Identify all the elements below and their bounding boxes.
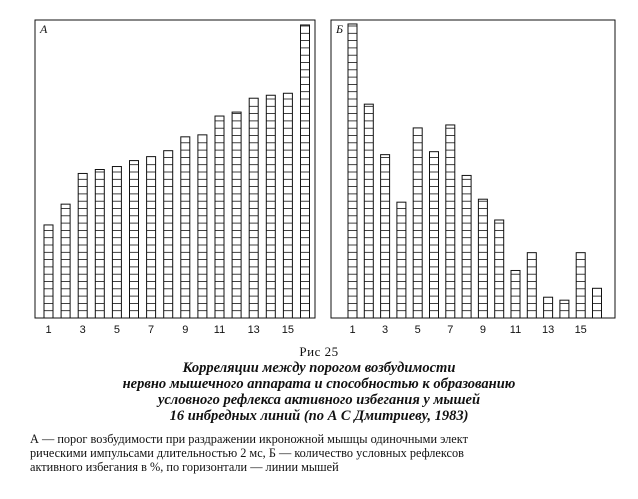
panel-b-tick-label: 11	[509, 324, 522, 336]
figure-label: Рис 25	[299, 344, 339, 359]
panel-b-tick-label: 9	[479, 324, 486, 336]
panel-b-tick-label: 3	[382, 324, 389, 336]
figure-caption	[30, 432, 630, 474]
panel-a-tick-label: 5	[113, 324, 120, 336]
panel-a-tick-label: 11	[213, 324, 226, 336]
panel-a-bars	[44, 25, 310, 318]
panel-a-bar	[215, 116, 224, 318]
panel-a-bar	[232, 112, 241, 318]
panel-a-tick-labels	[45, 324, 294, 336]
panel-b-tick-label: 15	[574, 324, 587, 336]
panel-b-bar	[527, 253, 536, 318]
panel-a-bar	[249, 98, 258, 318]
panel-b	[331, 20, 615, 336]
panel-a-letter: А	[40, 22, 48, 36]
panel-b-letter: Б	[336, 22, 344, 36]
panel-a-bar	[198, 135, 207, 318]
panel-b-bar	[397, 202, 406, 318]
panel-a-bar	[181, 137, 190, 318]
panel-b-tick-label: 13	[541, 324, 555, 336]
figure-caption-line: активного избегания в %, по горизонтали — линии мышей	[30, 460, 339, 474]
figure-title-line: нервно мышечного аппарата и способностью к образованию	[122, 376, 516, 392]
panel-b-bar	[495, 220, 504, 318]
panel-a-tick-label: 3	[79, 324, 86, 336]
panel-a-bar	[112, 167, 121, 318]
panel-b-bar	[560, 300, 569, 318]
panel-a-tick-label: 7	[148, 324, 155, 336]
panel-b-bar	[478, 199, 487, 318]
panel-b-bar	[576, 253, 585, 318]
panel-b-bar	[511, 270, 520, 318]
panel-a-bar	[164, 151, 173, 318]
panel-b-tick-labels	[349, 324, 586, 336]
figure-title-line: условного рефлекса активного избегания у мышей	[157, 392, 481, 408]
panel-a-bar	[61, 204, 70, 318]
panel-a-bar	[283, 93, 292, 318]
panel-b-bar	[348, 24, 357, 318]
panel-a	[35, 20, 315, 336]
panel-b-tick-label: 7	[447, 324, 454, 336]
figure-caption-line: рическими импульсами длительностью 2 мс, Б — количество условных рефлексов	[30, 446, 464, 460]
figure-title-line: Корреляции между порогом возбудимости	[182, 360, 456, 376]
panel-a-tick-label: 1	[45, 324, 52, 336]
panel-b-bar	[413, 128, 422, 318]
panel-b-bar	[462, 175, 471, 318]
panel-b-tick-label: 5	[414, 324, 421, 336]
panel-b-bar	[381, 155, 390, 318]
panel-b-bar	[446, 125, 455, 318]
panel-a-tick-label: 13	[247, 324, 260, 336]
panel-a-tick-label: 9	[182, 324, 189, 336]
panel-b-bar	[430, 152, 439, 318]
panel-a-bar	[78, 173, 87, 318]
figure-caption-line: А — порог возбудимости при раздражении икроножной мышцы одиночными элект	[30, 432, 468, 446]
panel-a-bar	[147, 157, 156, 318]
figure-title-line: 16 инбредных линий (по А С Дмитриеву, 1983)	[169, 408, 469, 424]
panel-b-bars	[348, 24, 602, 318]
panel-a-tick-label: 15	[281, 324, 295, 336]
panel-b-bar	[593, 288, 602, 318]
panel-a-bar	[266, 95, 275, 318]
panel-a-bar	[301, 25, 310, 318]
panel-a-bar	[95, 170, 104, 319]
figure-title	[0, 360, 638, 424]
panel-b-tick-label: 1	[349, 324, 356, 336]
panel-a-bar	[130, 161, 139, 318]
panel-b-bar	[364, 104, 373, 318]
panel-a-bar	[44, 225, 53, 318]
panel-b-bar	[544, 297, 553, 318]
